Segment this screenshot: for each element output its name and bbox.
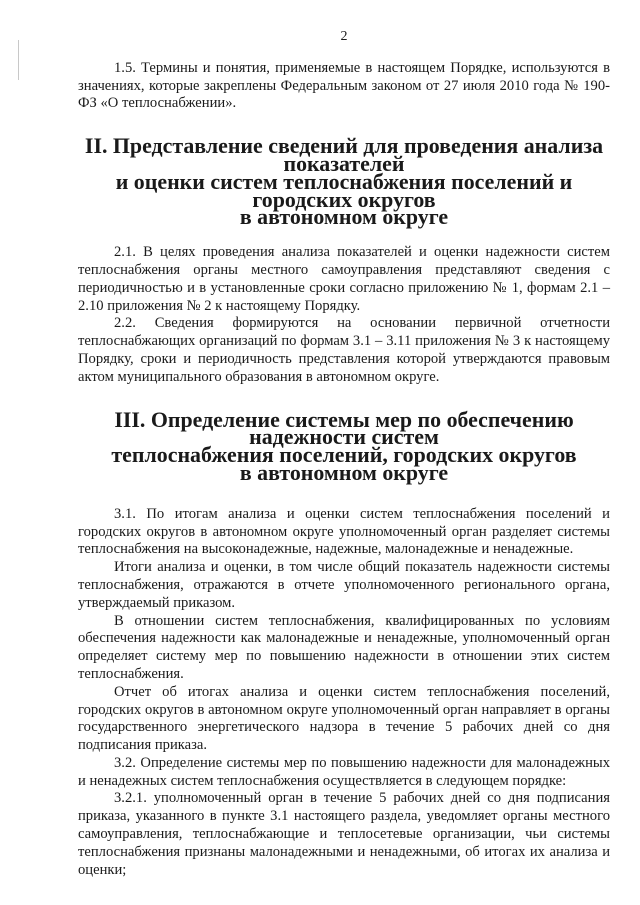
section-2-heading	[78, 133, 610, 230]
paragraph-3-2: 3.2. Определение системы мер по повышению надежности для малонадежных и ненадежных систем теплоснабжения осуществляется в следующем порядке:	[78, 754, 610, 789]
heading-line: II. Представление сведений для проведения анализа показателей	[84, 133, 604, 176]
heading-line: в автономном округе	[239, 204, 449, 230]
paragraph-2-1: 2.1. В целях проведения анализа показателей и оценки надежности систем теплоснабжения органы местного самоуправления представляют сведения с периодичностью и в установленные сроки согласно приложению № 1, формам 2.1 – 2.10 приложения № 2 к настоящему Порядку.	[78, 244, 610, 314]
paragraph-3-1-results: Итоги анализа и оценки, в том числе общий показатель надежности системы теплоснабжения, отражаются в отчете уполномоченного регионального органа, утверждаемый приказом.	[78, 559, 610, 611]
paragraph-3-1: 3.1. По итогам анализа и оценки систем теплоснабжения поселений и городских округов в автономном округе уполномоченный орган разделяет системы теплоснабжения на высоконадежные, надежные, малонадежные и ненадежные.	[78, 505, 610, 558]
heading-line: теплоснабжения поселений, городских округов	[111, 442, 577, 468]
heading-line: в автономном округе	[239, 459, 449, 485]
heading-line: и оценки систем теплоснабжения поселений и городских округов	[115, 168, 573, 212]
page-number: 2	[340, 29, 348, 44]
heading-line: III. Определение системы мер по обеспечению надежности систем	[114, 406, 574, 450]
paragraph-2-2: 2.2. Сведения формируются на основании первичной отчетности теплоснабжающих организаций по формам 3.1 – 3.11 приложения № 3 к настоящему Порядку, сроки и периодичность представления которой утверждаются правовым актом муниципального образования в автономном округе.	[78, 315, 610, 385]
section-3-heading	[78, 406, 610, 485]
paragraph-3-2-1: 3.2.1. уполномоченный орган в течение 5 рабочих дней со дня подписания приказа, указанного в пункте 3.1 настоящего раздела, уведомляет органы местного самоуправления, теплоснабжающие и теплосетевые организации, чьи системы теплоснабжения признаны малонадежными и ненадежными, об итогах их анализа и оценки;	[78, 790, 610, 878]
paragraph-3-1-report: Отчет об итогах анализа и оценки систем теплоснабжения поселений, городских округов в автономном округе уполномоченный орган направляет в органы государственного энергетического надзора в течение 5 рабочих дней со дня подписания приказа.	[78, 683, 610, 754]
paragraph-3-1-measures: В отношении систем теплоснабжения, квалифицированных по условиям обеспечения надежности как малонадежные и ненадежные, уполномоченный орган определяет систему мер по повышению надежности в отношении этих систем теплоснабжения.	[78, 612, 610, 682]
scan-margin-mark	[18, 40, 19, 80]
document-page	[78, 28, 610, 879]
paragraph-1-5: 1.5. Термины и понятия, применяемые в настоящем Порядке, используются в значениях, которые закреплены Федеральным законом от 27 июля 2010 года № 190-ФЗ «О теплоснабжении».	[78, 59, 610, 112]
